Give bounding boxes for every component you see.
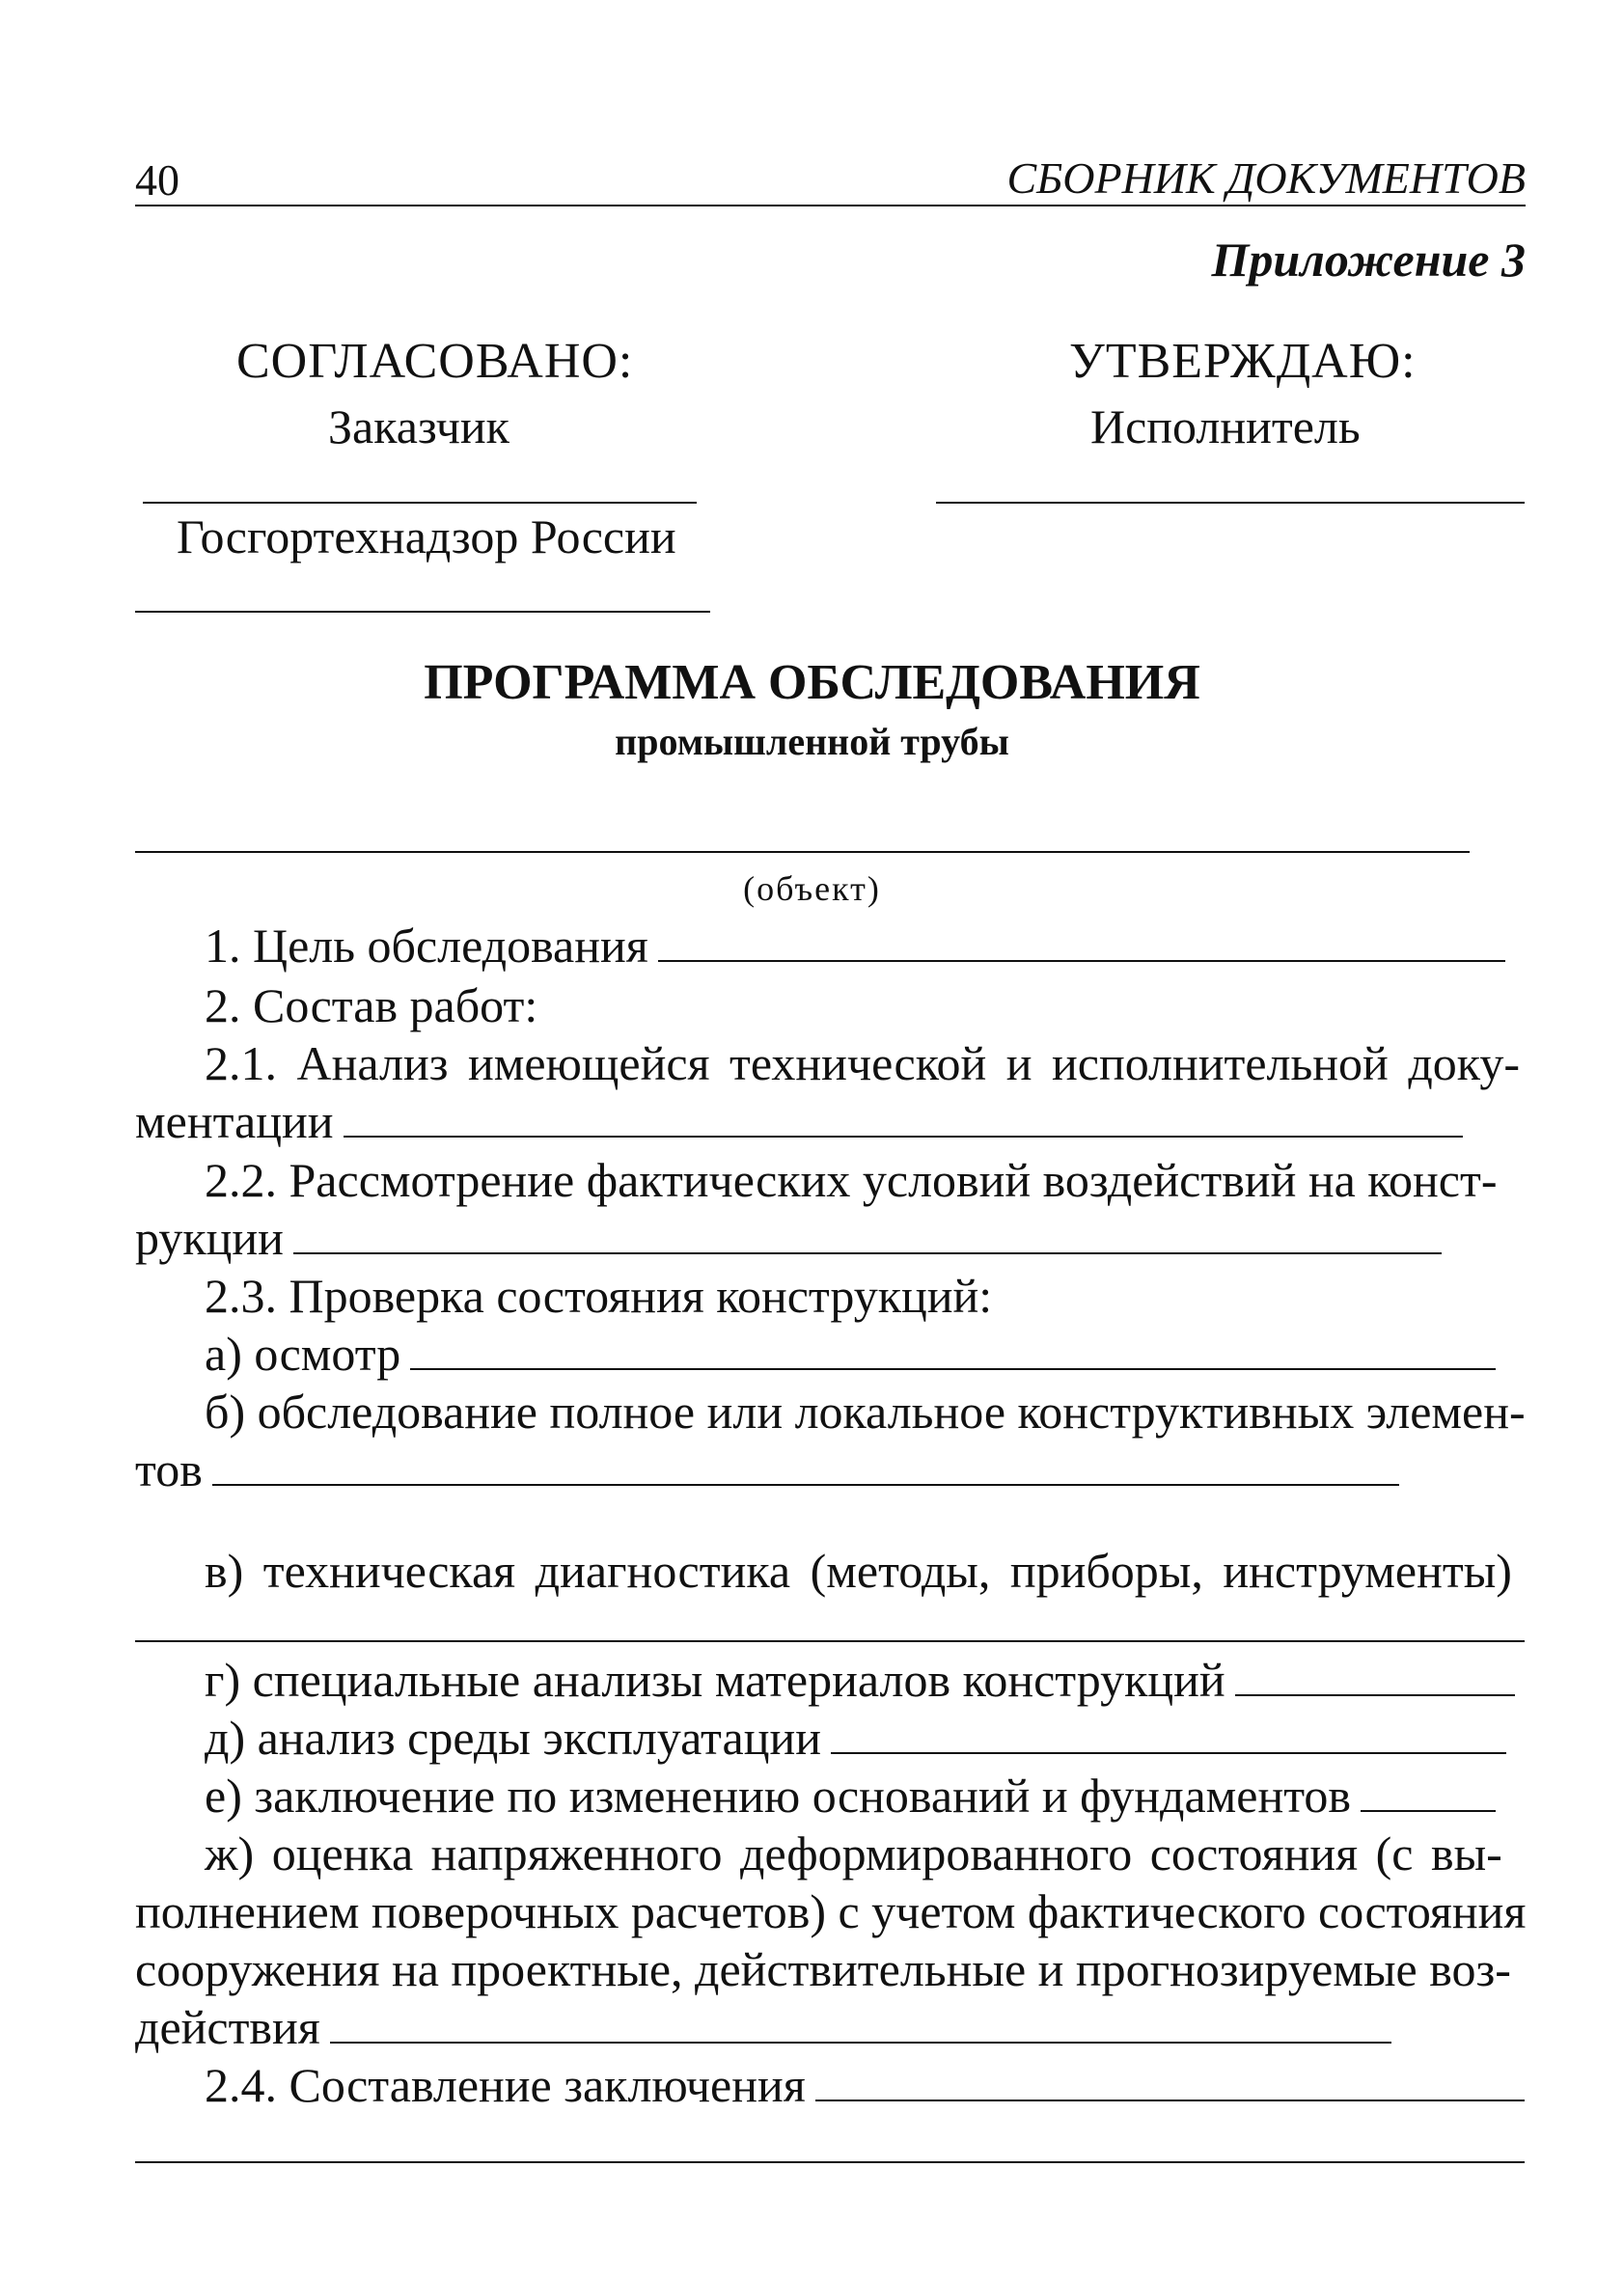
item-b-line-2 (135, 1441, 1399, 1498)
document-subtitle: промышленной трубы (615, 720, 1009, 763)
item-2-1-text: ментации (135, 1094, 334, 1148)
item-zh-line-1: ж) оценка напряженного деформированного состояния (с вы- (205, 1826, 1502, 1880)
item-a-fill-line (410, 1326, 1496, 1370)
item-2-1-line-2 (135, 1092, 1463, 1150)
item-zh-line-2: полнением поверочных расчетов) с учетом фактического состояния (135, 1884, 1527, 1938)
item-2-4-fill-line (815, 2057, 1525, 2101)
item-g (205, 1651, 1515, 1709)
item-2-3: 2.3. Проверка состояния конструкций: (205, 1269, 993, 1323)
item-d (205, 1709, 1506, 1767)
running-header: СБОРНИК ДОКУМЕНТОВ (1006, 153, 1526, 203)
object-line (135, 851, 1470, 853)
item-d-text: д) анализ среды эксплуатации (205, 1711, 821, 1765)
item-v: в) техническая диагностика (методы, приборы, инструменты) (205, 1544, 1512, 1598)
item-1 (205, 917, 1505, 974)
item-d-fill-line (831, 1710, 1506, 1754)
appendix-label: Приложение 3 (1211, 233, 1526, 287)
signature-line-right (936, 502, 1525, 504)
item-2-4-text: 2.4. Составление заключения (205, 2058, 806, 2112)
item-a (205, 1325, 1496, 1383)
item-2-1-line-1: 2.1. Анализ имеющейся технической и исполнительной доку- (205, 1036, 1520, 1090)
page-number: 40 (135, 155, 179, 205)
final-fill-line (135, 2161, 1525, 2163)
item-2-2-text: рукции (135, 1211, 284, 1265)
item-1-fill-line (658, 918, 1505, 962)
signature-line-left-2 (135, 611, 710, 613)
item-2: 2. Состав работ: (205, 978, 538, 1032)
item-g-fill-line (1235, 1652, 1515, 1696)
item-2-2-fill-line (293, 1210, 1442, 1254)
object-caption: (объект) (743, 869, 881, 908)
item-zh-line-3: сооружения на проектные, действительные и прогнозируемые воз- (135, 1942, 1511, 1996)
header-rule (135, 205, 1526, 206)
item-a-text: а) осмотр (205, 1327, 401, 1381)
item-e (205, 1767, 1496, 1825)
item-1-text: 1. Цель обследования (205, 919, 648, 973)
item-zh-fill-line (330, 1999, 1391, 2044)
item-2-4 (205, 2056, 1525, 2114)
item-g-text: г) специальные анализы материалов конструкций (205, 1653, 1225, 1707)
item-e-fill-line (1361, 1768, 1496, 1812)
item-2-2-line-2 (135, 1209, 1442, 1267)
approval-left-role: Заказчик (328, 399, 509, 453)
approval-left-organization: Госгортехнадзор России (177, 509, 676, 563)
item-b-fill-line (212, 1441, 1399, 1486)
document-title: ПРОГРАММА ОБСЛЕДОВАНИЯ (424, 655, 1200, 710)
approval-right-role: Исполнитель (1090, 399, 1361, 453)
item-2-1-fill-line (344, 1093, 1463, 1138)
item-2-2-line-1: 2.2. Рассмотрение фактических условий воздействий на конст- (205, 1153, 1498, 1207)
item-v-fill-line (135, 1640, 1525, 1642)
item-zh-line-4 (135, 1998, 1391, 2056)
approval-left-heading: СОГЛАСОВАНО: (236, 334, 634, 389)
approval-right-heading: УТВЕРЖДАЮ: (1069, 334, 1417, 389)
item-e-text: е) заключение по изменению оснований и фундаментов (205, 1769, 1352, 1823)
signature-line-left (143, 502, 697, 504)
item-zh-text: действия (135, 2000, 320, 2054)
item-b-line-1: б) обследование полное или локальное конструктивных элемен- (205, 1385, 1526, 1439)
item-b-text: тов (135, 1442, 203, 1496)
